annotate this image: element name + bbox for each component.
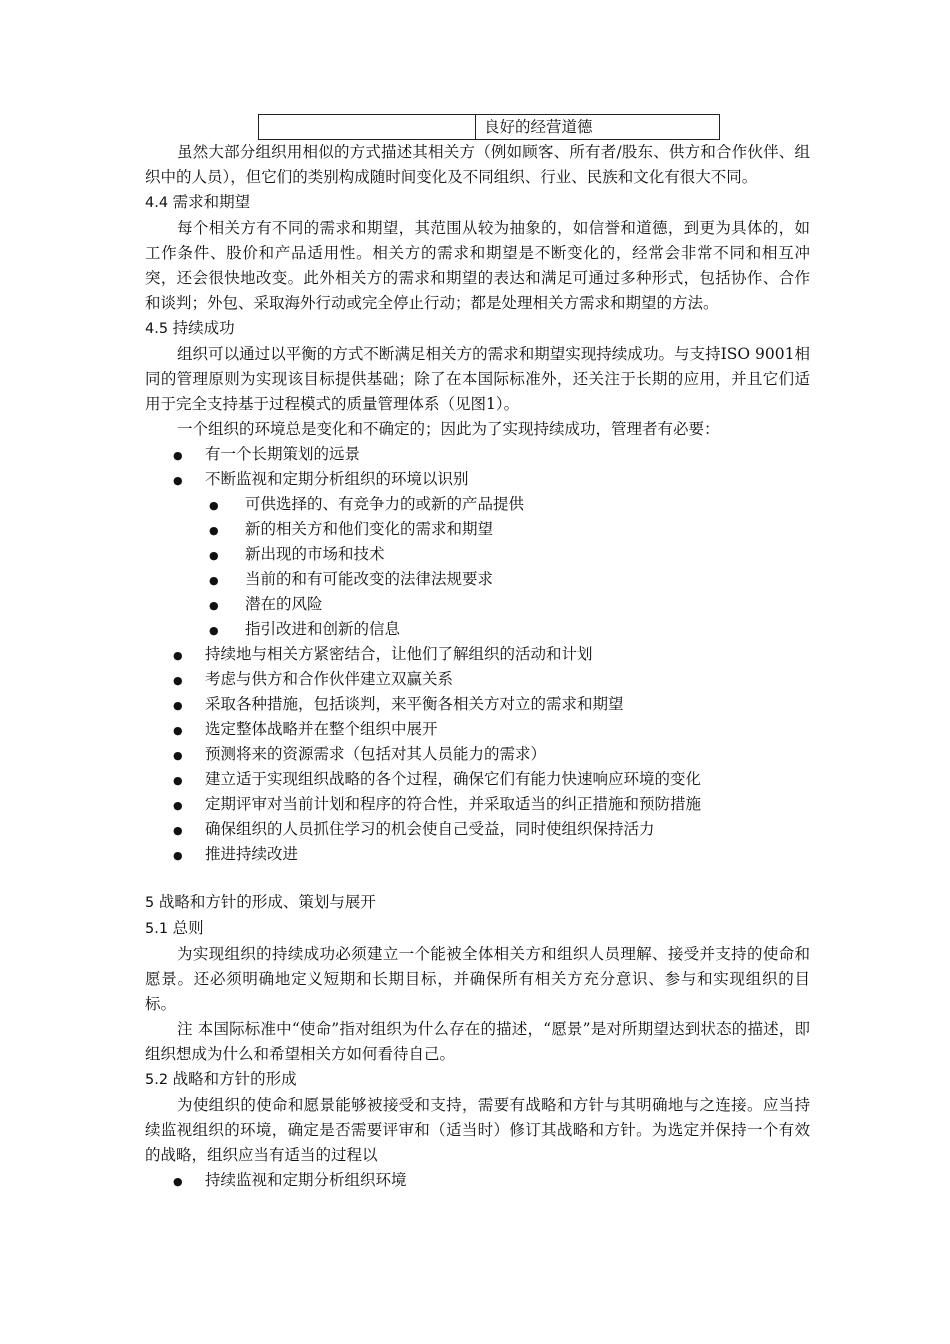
list-item: ● 考虑与供方和合作伙伴建立双赢关系 <box>145 667 810 692</box>
section-title: 持续成功 <box>172 319 235 337</box>
list-item: ● 预测将来的资源需求（包括对其人员能力的需求） <box>145 742 810 767</box>
stakeholder-table <box>258 114 720 140</box>
management-list <box>145 442 810 867</box>
list-item <box>145 467 810 642</box>
section-heading-5-1 <box>145 916 810 942</box>
list-item: ● 采取各种措施，包括谈判，来平衡各相关方对立的需求和期望 <box>145 692 810 717</box>
sub-list-item: ● 可供选择的、有竞争力的或新的产品提供 <box>145 492 810 517</box>
list-item: ● 持续监视和定期分析组织环境 <box>145 1168 810 1193</box>
strategy-process-list <box>145 1168 810 1193</box>
paragraph-stakeholder-categories: 虽然大部分组织用相似的方式描述其相关方（例如顾客、所有者/股东、供方和合作伙伴、组织中的人员），但它们的类别构成随时间变化及不同组织、行业、民族和文化有很大不同。 <box>145 143 810 186</box>
section-title: 战略和方针的形成、策划与展开 <box>158 893 376 911</box>
list-item: ● 定期评审对当前计划和程序的符合性，并采取适当的纠正措施和预防措施 <box>145 792 810 817</box>
list-item: ● 选定整体战略并在整个组织中展开 <box>145 717 810 742</box>
list-item: ● 建立适于实现组织战略的各个过程，确保它们有能力快速响应环境的变化 <box>145 767 810 792</box>
list-item-text: 不断监视和定期分析组织的环境以识别 <box>205 470 469 488</box>
section-title: 战略和方针的形成 <box>172 1070 297 1088</box>
section-heading-5-2 <box>145 1067 810 1093</box>
section-number: 4.5 <box>145 321 169 337</box>
section-number: 5 <box>145 895 155 911</box>
sub-list-item: ● 新的相关方和他们变化的需求和期望 <box>145 517 810 542</box>
section-heading-4-5 <box>145 316 810 342</box>
paragraph-sustained-success: 组织可以通过以平衡的方式不断满足相关方的需求和期望实现持续成功。与支持ISO 9001相同的管理原则为实现该目标提供基础；除了在本国际标准外，还关注于长期的应用，并且它们适用于完全支持基于过程模式的质量管理体系（见图1）。 <box>145 345 810 413</box>
sub-list-item: ● 指引改进和创新的信息 <box>145 617 810 642</box>
section-title: 需求和期望 <box>172 193 251 211</box>
table-cell-ethics: 良好的经营道德 <box>476 115 720 140</box>
note-mission-vision: 注 本国际标准中“使命”指对组织为什么存在的描述，“愿景”是对所期望达到状态的描述，即组织想成为什么和希望相关方如何看待自己。 <box>145 1020 810 1063</box>
environment-sublist <box>145 492 810 642</box>
section-number: 5.2 <box>145 1072 169 1088</box>
spacer <box>145 867 810 890</box>
paragraph-management-needs: 一个组织的环境总是变化和不确定的；因此为了实现持续成功，管理者有必要： <box>177 420 720 438</box>
paragraph-needs-expectations: 每个相关方有不同的需求和期望，其范围从较为抽象的，如信誉和道德，到更为具体的，如工作条件、股价和产品适用性。相关方的需求和期望是不断变化的，经常会非常不同和相互冲突，还会很快地改变。此外相关方的需求和期望的表达和满足可通过多种形式，包括协作、合作和谈判；外包、采取海外行动或完全停止行动；都是处理相关方需求和期望的方法。 <box>145 219 810 312</box>
sub-list-item: ● 潜在的风险 <box>145 592 810 617</box>
paragraph-mission-vision: 为实现组织的持续成功必须建立一个能被全体相关方和组织人员理解、接受并支持的使命和愿景。还必须明确地定义短期和长期目标，并确保所有相关方充分意识、参与和实现组织的目标。 <box>145 945 810 1013</box>
list-item: ● 有一个长期策划的远景 <box>145 442 810 467</box>
section-heading-5 <box>145 890 810 916</box>
list-item: ● 持续地与相关方紧密结合，让他们了解组织的活动和计划 <box>145 642 810 667</box>
sub-list-item: ● 当前的和有可能改变的法律法规要求 <box>145 567 810 592</box>
table-row <box>259 115 720 140</box>
table-cell-empty <box>259 115 476 140</box>
paragraph-strategy-policy: 为使组织的使命和愿景能够被接受和支持，需要有战略和方针与其明确地与之连接。应当持续监视组织的环境，确定是否需要评审和（适当时）修订其战略和方针。为选定并保持一个有效的战略，组织应当有适当的过程以 <box>145 1096 810 1164</box>
document-page <box>145 114 810 1193</box>
section-number: 4.4 <box>145 195 169 211</box>
list-item: ● 推进持续改进 <box>145 842 810 867</box>
list-item: ● 确保组织的人员抓住学习的机会使自己受益，同时使组织保持活力 <box>145 817 810 842</box>
section-heading-4-4 <box>145 190 810 216</box>
section-title: 总则 <box>172 919 204 937</box>
sub-list-item: ● 新出现的市场和技术 <box>145 542 810 567</box>
section-number: 5.1 <box>145 921 169 937</box>
